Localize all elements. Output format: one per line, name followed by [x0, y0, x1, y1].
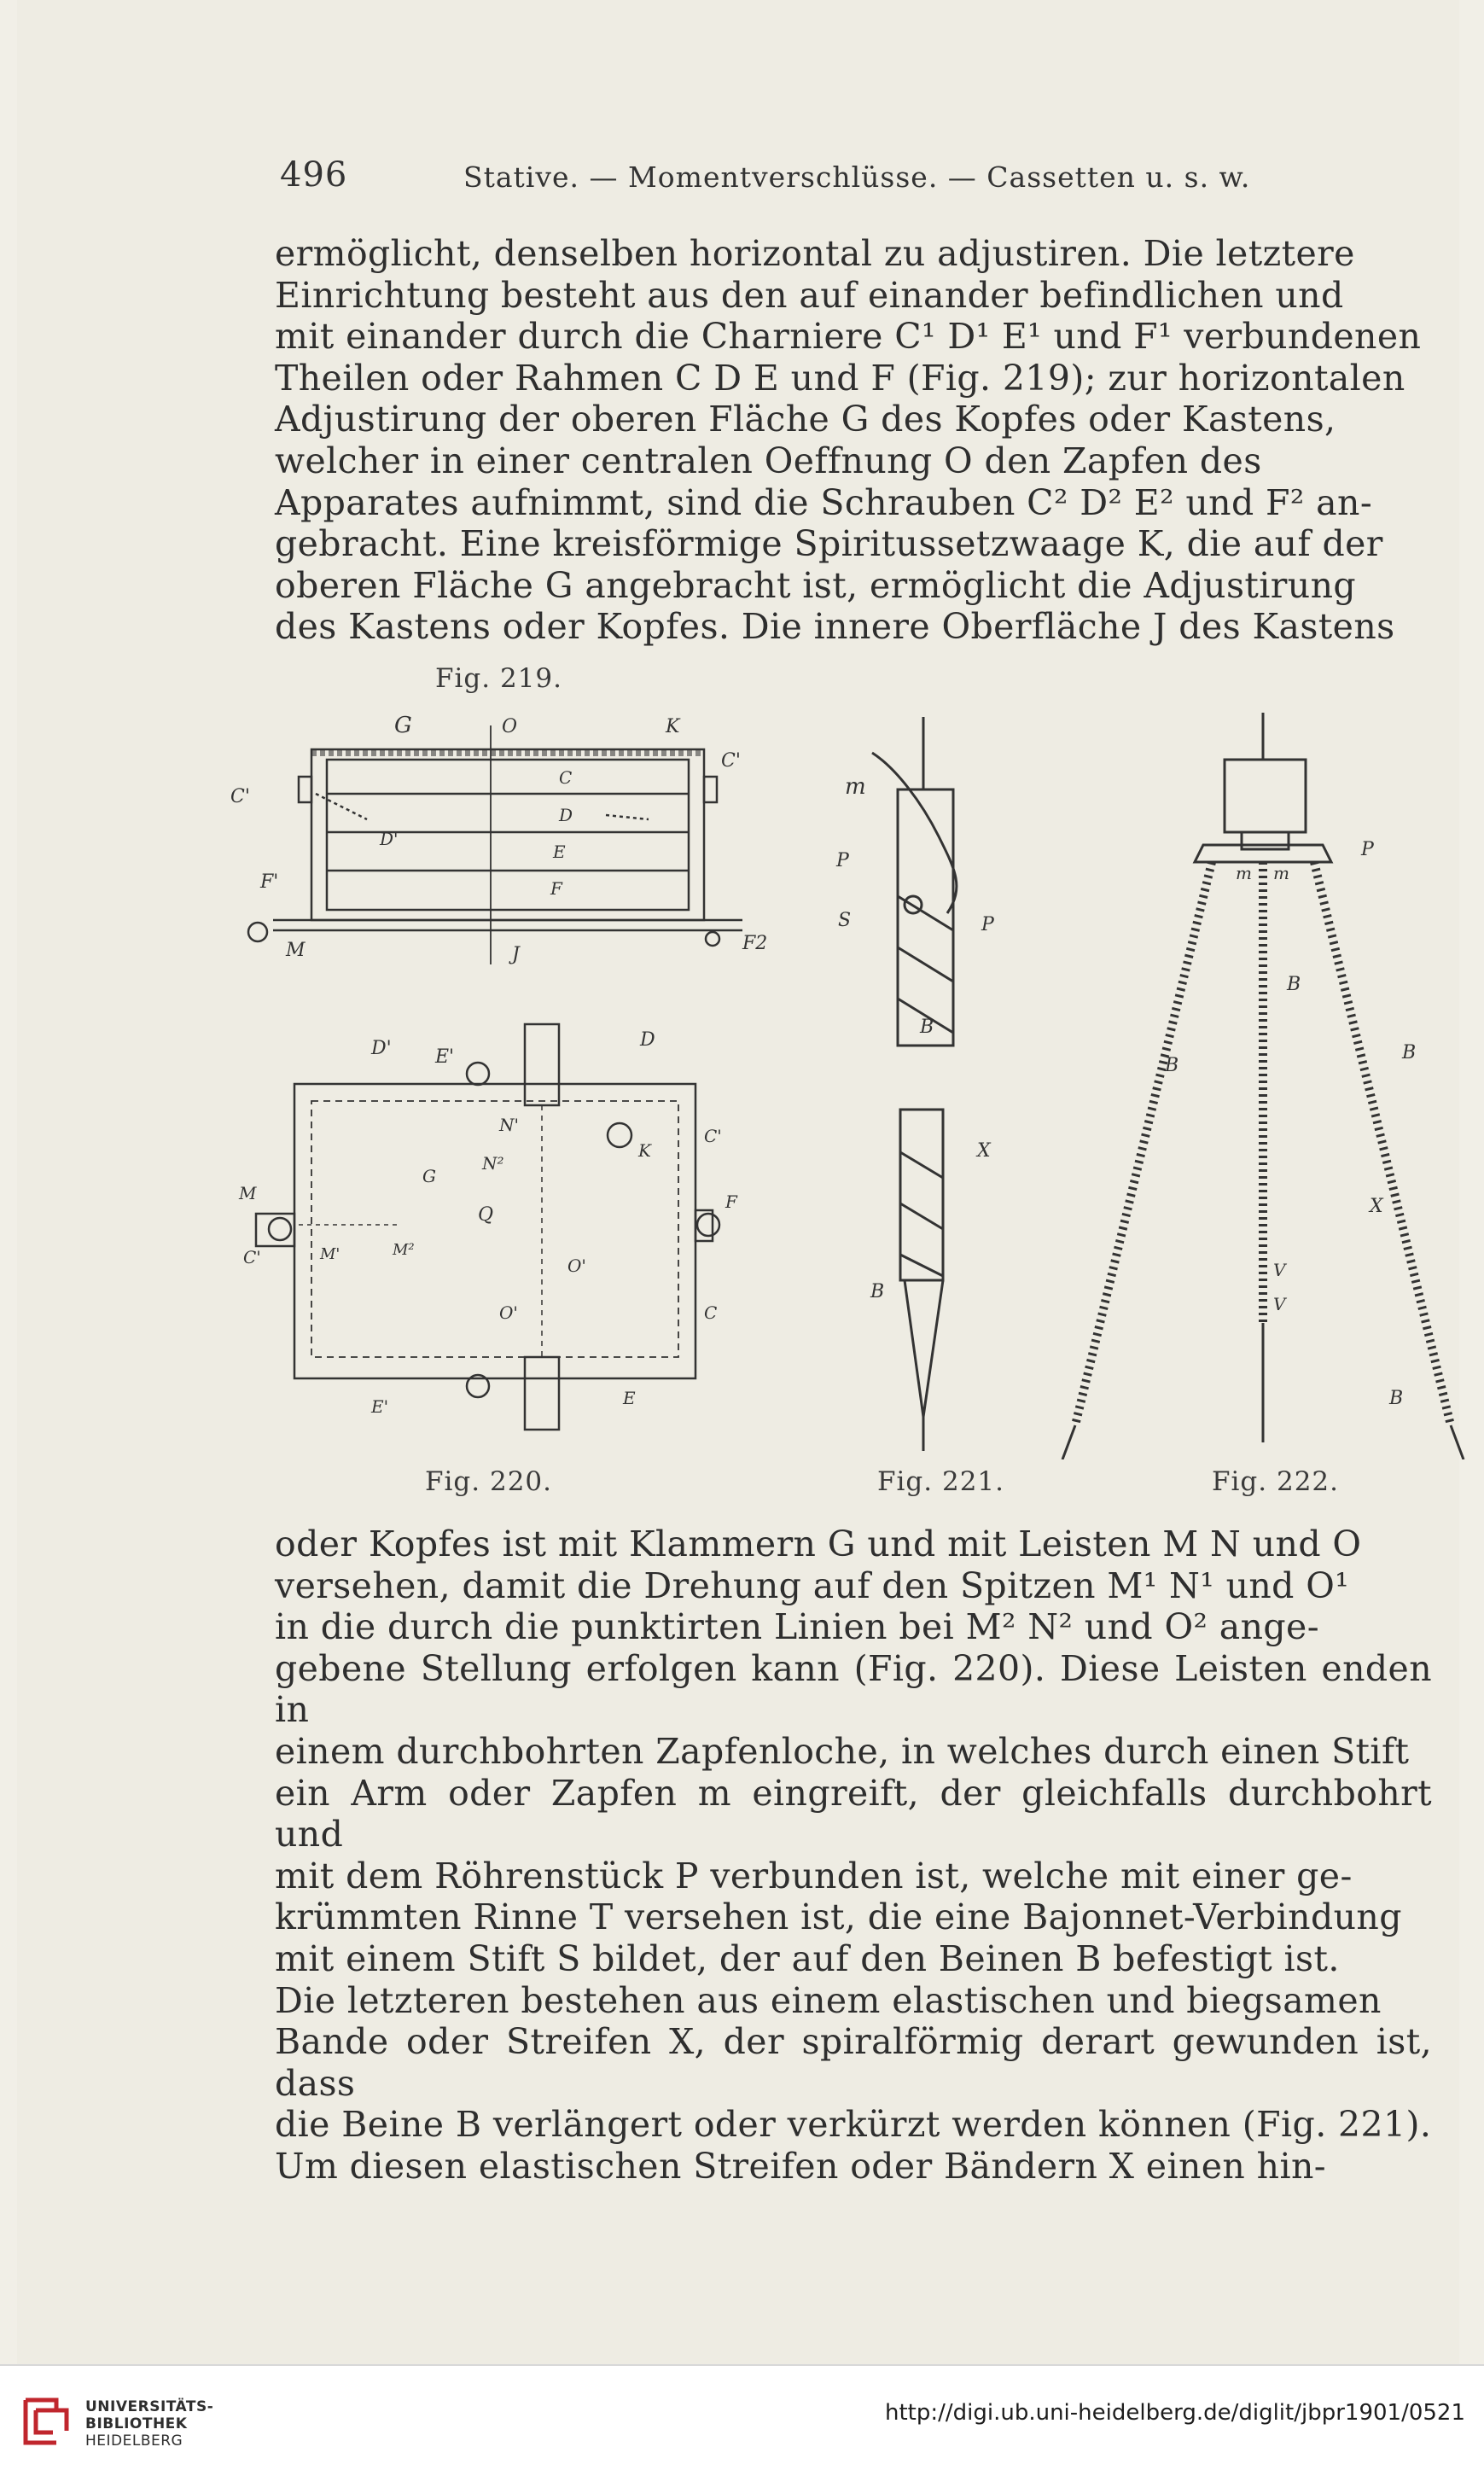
fig222-label-m2: m: [1273, 863, 1289, 883]
fig219-label-e: E: [553, 842, 566, 862]
text-line: Um diesen elastischen Streifen oder Bändern X einen hin-: [275, 2145, 1327, 2187]
text-line: Apparates aufnimmt, sind die Schrauben C² D² E² und F² an-: [275, 481, 1373, 523]
text-line: Bande oder Streifen X, der spiralförmig derart gewunden ist, dass: [275, 2021, 1432, 2104]
text-line: Adjustirung der oberen Fläche G des Kopfes oder Kastens,: [275, 399, 1336, 440]
fig220-label-k: K: [638, 1140, 651, 1161]
text-line: krümmten Rinne T versehen ist, die eine Bajonnet-Verbindung: [275, 1896, 1402, 1938]
fig220-label-q: Q: [478, 1204, 494, 1226]
fig220-label-o2: O': [499, 1302, 518, 1323]
fig221-label-p-right: P: [981, 914, 994, 935]
page-number: 496: [280, 155, 348, 195]
fig219-label-o: O: [502, 716, 518, 737]
fig222-label-p: P: [1361, 839, 1374, 860]
library-line-3: HEIDELBERG: [85, 2432, 183, 2450]
fig219-label-c-left: C': [230, 786, 250, 807]
text-line: oberen Fläche G angebracht ist, ermöglicht die Adjustirung: [275, 564, 1357, 606]
figure-220-caption: Fig. 220.: [425, 1466, 552, 1497]
fig219-label-g: G: [394, 713, 412, 738]
text-line: Die letzteren bestehen aus einem elastischen und biegsamen: [275, 1979, 1382, 2021]
fig219-label-d: D: [559, 805, 573, 825]
fig219-label-f2: F2: [742, 933, 768, 954]
fig219-label-m: M: [286, 940, 306, 961]
figure-219-drawing: [205, 708, 802, 990]
fig222-label-x: X: [1370, 1196, 1383, 1217]
fig221-label-s: S: [838, 910, 852, 931]
fig220-label-c-right: C: [704, 1302, 718, 1323]
fig220-label-c: C': [243, 1247, 261, 1267]
text-line: Einrichtung besteht aus den auf einander befindlichen und: [275, 274, 1344, 316]
text-line: gebene Stellung erfolgen kann (Fig. 220). Diese Leisten enden in: [275, 1647, 1432, 1731]
fig219-label-j: J: [512, 944, 520, 965]
scanned-page: [17, 0, 1459, 2364]
text-line: mit einem Stift S bildet, der auf den Beinen B befestigt ist.: [275, 1937, 1340, 1979]
ub-heidelberg-logo-icon: [19, 2392, 73, 2451]
text-line: welcher in einer centralen Oeffnung O den Zapfen des: [275, 440, 1262, 481]
paragraph-1: [275, 233, 1432, 648]
text-line: einem durchbohrten Zapfenloche, in welches durch einen Stift: [275, 1730, 1410, 1772]
fig222-label-b2: B: [1402, 1042, 1417, 1063]
library-line-2: BIBLIOTHEK: [85, 2415, 188, 2432]
fig219-label-c1: C': [721, 750, 741, 772]
fig221-label-p-left: P: [836, 850, 849, 871]
fig222-label-b4: B: [1389, 1388, 1404, 1409]
text-line: gebracht. Eine kreisförmige Spiritussetzwaage K, die auf der: [275, 523, 1383, 565]
fig219-label-f1: F': [260, 871, 279, 893]
text-line: des Kastens oder Kopfes. Die innere Oberfläche J des Kastens: [275, 606, 1395, 648]
figure-220-drawing: [222, 1016, 802, 1442]
fig222-label-m1: m: [1236, 863, 1252, 883]
fig221-label-x: X: [977, 1140, 991, 1162]
text-line: die Beine B verlängert oder verkürzt werden können (Fig. 221).: [275, 2104, 1432, 2146]
fig222-label-v2: V: [1273, 1294, 1286, 1314]
fig219-label-c: C: [559, 767, 573, 788]
fig220-label-n1: N': [499, 1115, 519, 1135]
figure-221-drawing: [819, 708, 1024, 1459]
fig219-label-k: K: [666, 716, 680, 737]
running-title: Stative. — Momentverschlüsse. — Cassetten u. s. w.: [463, 160, 1251, 194]
fig220-label-e2: E: [623, 1388, 636, 1408]
fig220-label-e-bottom: E': [371, 1396, 389, 1417]
fig222-label-b3: B: [1165, 1055, 1179, 1076]
text-line: versehen, damit die Drehung auf den Spitzen M¹ N¹ und O¹: [275, 1564, 1350, 1606]
figure-222-caption: Fig. 222.: [1212, 1466, 1339, 1497]
text-line: ermöglicht, denselben horizontal zu adjustiren. Die letztere: [275, 233, 1355, 274]
fig220-label-n2: N²: [482, 1153, 504, 1174]
text-line: Theilen oder Rahmen C D E und F (Fig. 219); zur horizontalen: [275, 357, 1405, 399]
fig220-label-g: G: [422, 1166, 436, 1186]
fig220-label-d: D: [640, 1029, 655, 1051]
fig220-label-m1: M': [320, 1245, 340, 1263]
fig221-label-b2: B: [870, 1281, 885, 1302]
fig221-label-b: B: [920, 1017, 934, 1038]
library-name: [85, 2398, 213, 2450]
fig220-label-c1: C': [704, 1126, 722, 1146]
text-line: mit einander durch die Charniere C¹ D¹ E¹ und F¹ verbundenen: [275, 316, 1422, 358]
text-line: mit dem Röhrenstück P verbunden ist, welche mit einer ge-: [275, 1855, 1353, 1896]
fig220-label-m: M: [239, 1183, 257, 1203]
fig220-label-m2: M²: [393, 1241, 415, 1259]
figure-219-caption: Fig. 219.: [435, 663, 562, 694]
fig221-label-m: m: [845, 774, 866, 800]
library-line-1: UNIVERSITÄTS-: [85, 2398, 214, 2415]
viewer-footer: [0, 2364, 1484, 2476]
figure-221-caption: Fig. 221.: [877, 1466, 1004, 1497]
paragraph-2: [275, 1523, 1432, 2188]
fig220-label-e1: E': [435, 1046, 455, 1068]
fig222-label-v1: V: [1273, 1260, 1286, 1280]
text-line: in die durch die punktirten Linien bei M² N² und O² ange-: [275, 1606, 1319, 1648]
text-line: ein Arm oder Zapfen m eingreift, der gleichfalls durchbohrt und: [275, 1772, 1432, 1856]
fig220-label-f: F: [725, 1191, 737, 1212]
fig219-label-f: F: [550, 878, 562, 899]
source-url-link[interactable]: http://digi.ub.uni-heidelberg.de/diglit/jbpr1901/0521: [884, 2400, 1465, 2426]
fig220-label-o1: O': [567, 1255, 586, 1276]
fig220-label-d1: D': [371, 1038, 392, 1059]
fig219-label-d1: D': [380, 829, 399, 849]
fig222-label-b1: B: [1287, 974, 1301, 995]
text-line: oder Kopfes ist mit Klammern G und mit Leisten M N und O: [275, 1523, 1362, 1564]
figure-222-drawing: [1033, 708, 1484, 1459]
